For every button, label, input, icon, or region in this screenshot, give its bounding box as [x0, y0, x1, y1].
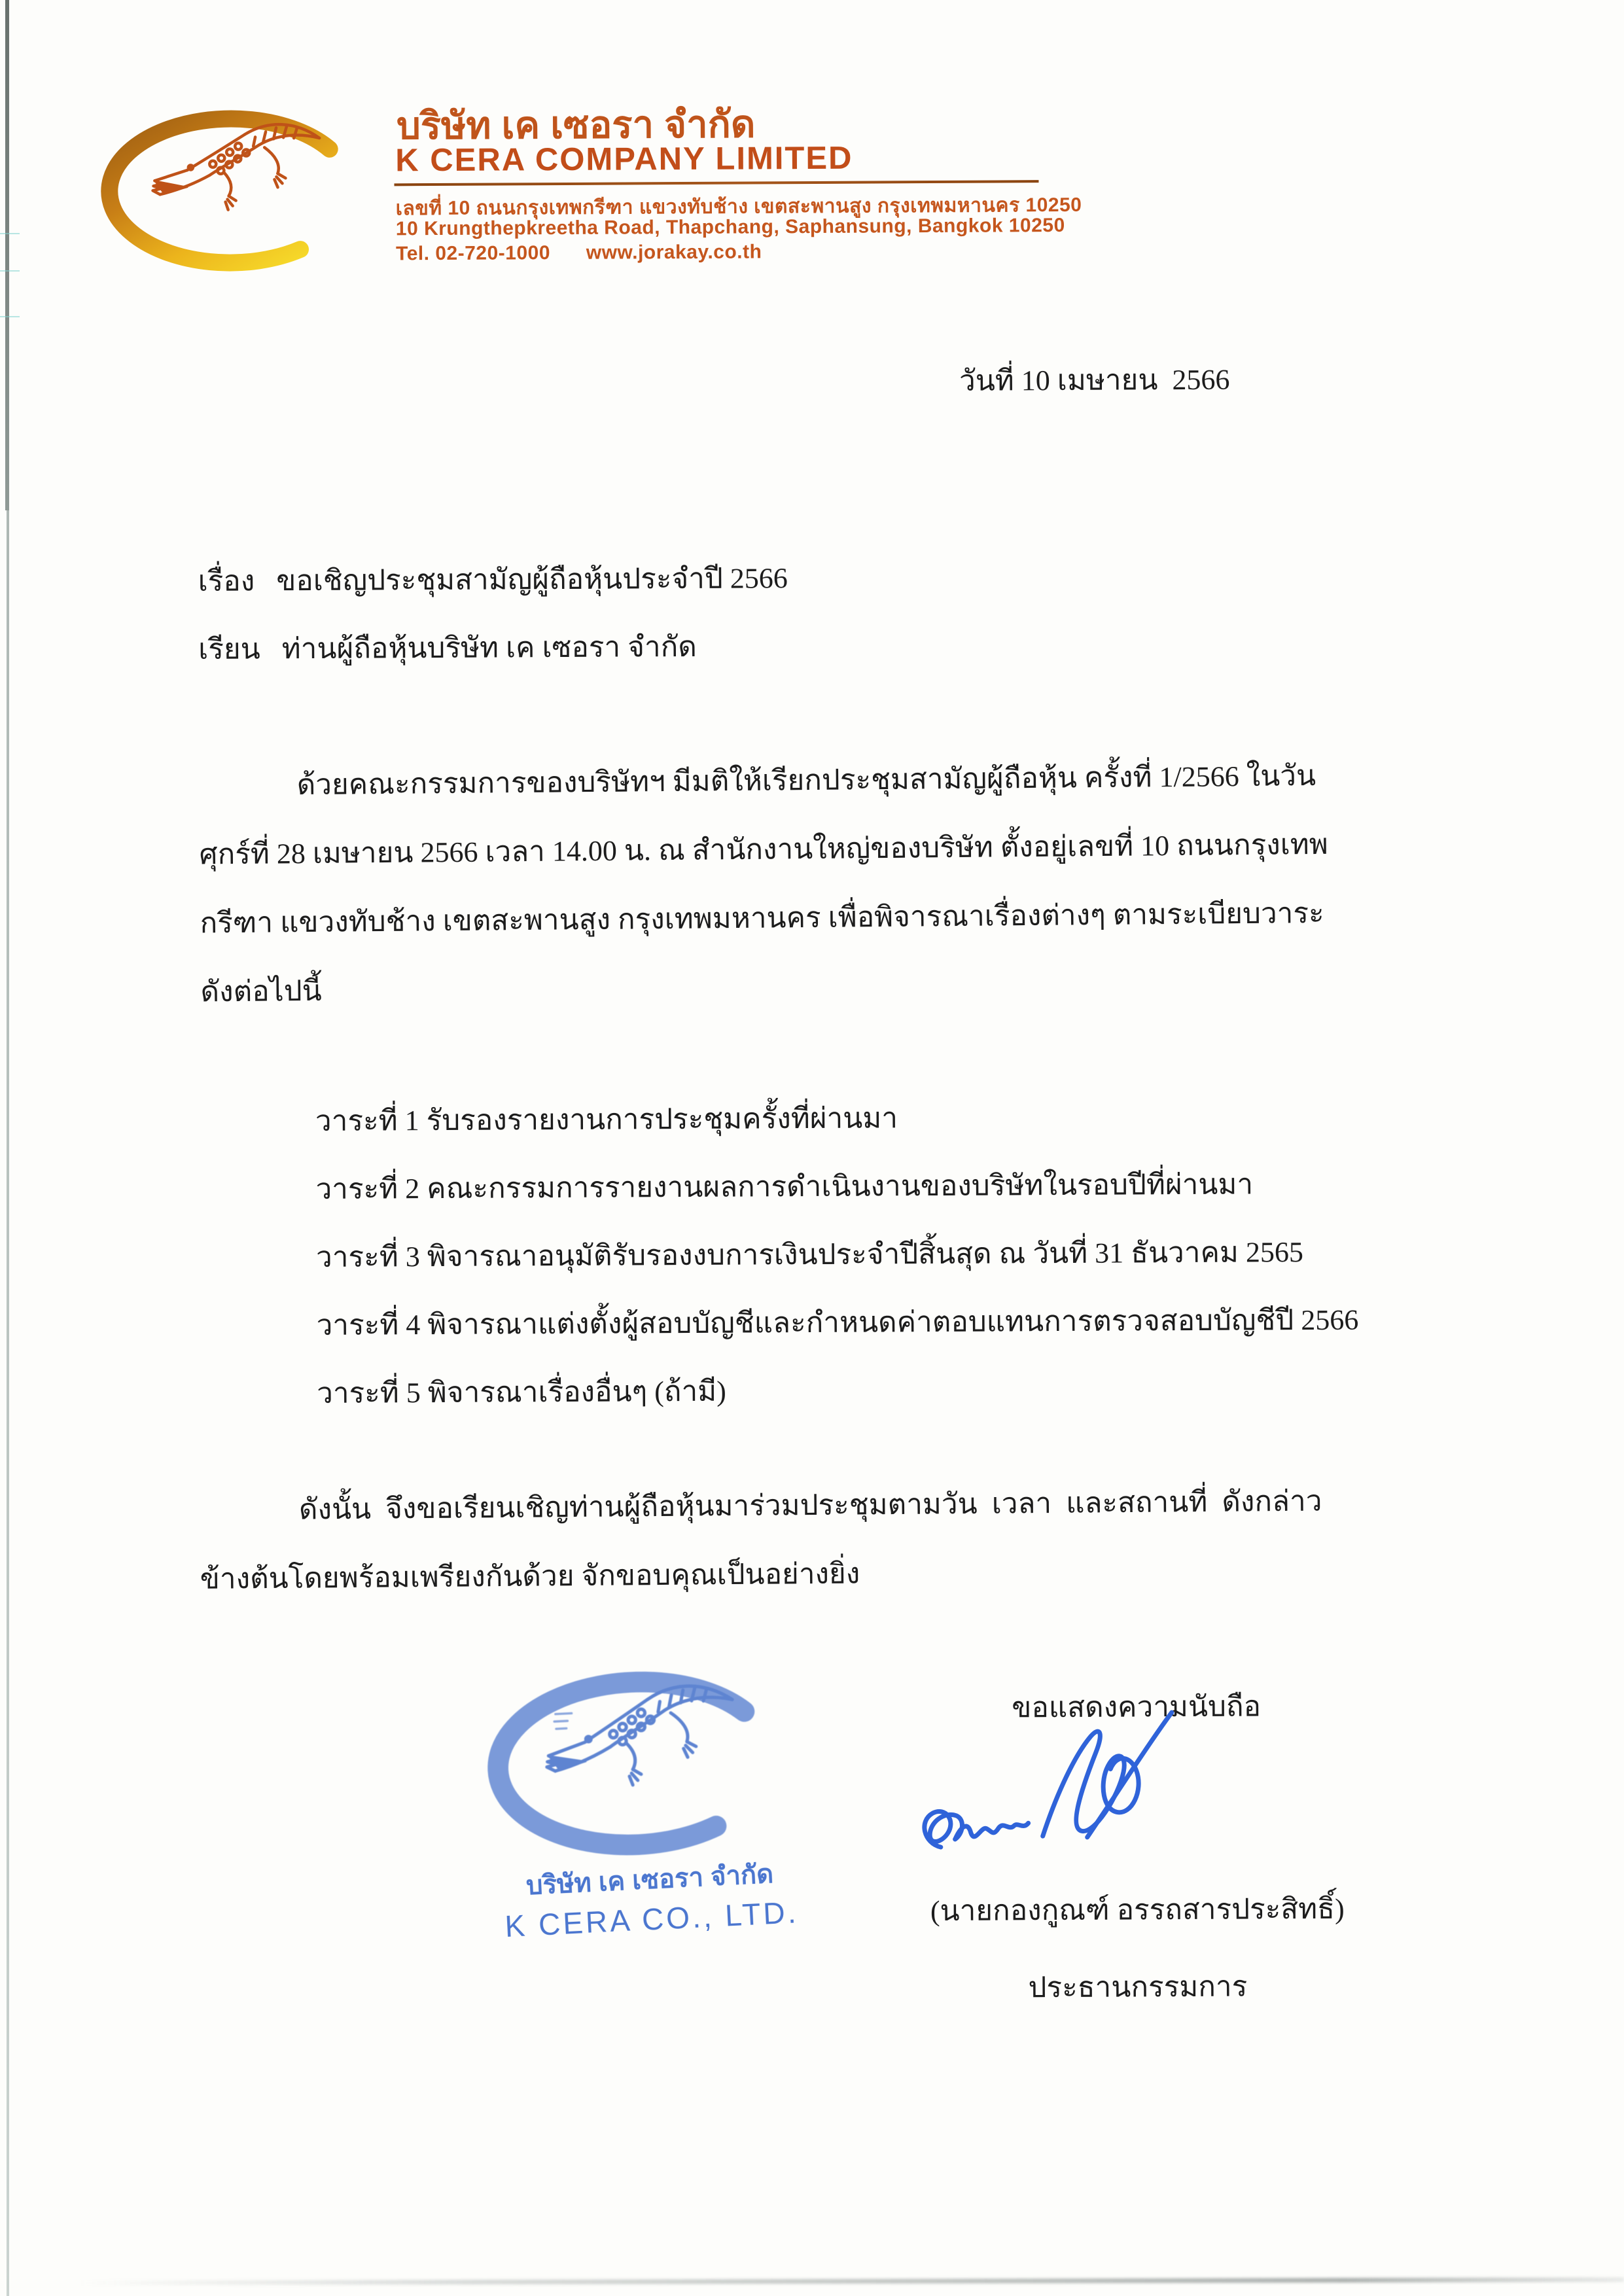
subject-text: ขอเชิญประชุมสามัญผู้ถือหุ้นประจำปี 2566 [276, 562, 788, 597]
letter-date: วันที่ 10 เมษายน 2566 [959, 363, 1230, 397]
crocodile-logo-icon [99, 109, 375, 272]
stamp-company-th: บริษัท เค เซอรา จำกัด [525, 1859, 775, 1901]
signer-name: (นายกองกูณฑ์ อรรถสารประสิทธิ์) [930, 1892, 1345, 1928]
company-address-en: 10 Krungthepkreetha Road, Thapchang, Saphansung, Bangkok 10250 [395, 214, 1065, 240]
agenda-item: วาระที่ 2 คณะกรรมการรายงานผลการดำเนินงานของบริษัทในรอบปีที่ผ่านมา [315, 1168, 1254, 1205]
company-website: www.jorakay.co.th [586, 241, 762, 264]
company-phone: Tel. 02-720-1000 [395, 242, 551, 265]
company-address-th: เลขที่ 10 ถนนกรุงเทพกรีฑา แขวงทับช้าง เขตสะพานสูง กรุงเทพมหานคร 10250 [395, 194, 1082, 220]
agenda-item: วาระที่ 5 พิจารณาเรื่องอื่นๆ (ถ้ามี) [317, 1375, 726, 1409]
stamp-company-en: K CERA CO., LTD. [504, 1895, 800, 1944]
agenda-item: วาระที่ 3 พิจารณาอนุมัติรับรองงบการเงินประจำปีสิ้นสุด ณ วันที่ 31 ธันวาคม 2565 [315, 1236, 1304, 1273]
salutation-text: ท่านผู้ถือหุ้นบริษัท เค เซอรา จำกัด [281, 630, 697, 665]
company-logo [99, 109, 375, 275]
company-stamp [457, 1663, 836, 1946]
handwritten-signature [906, 1707, 1214, 1880]
subject-label: เรื่อง [198, 565, 255, 597]
body-line: ด้วยคณะกรรมการของบริษัทฯ มีมติให้เรียกประชุมสามัญผู้ถือหุ้น ครั้งที่ 1/2566 ในวัน [296, 760, 1316, 802]
company-contact-line [396, 241, 762, 265]
salutation-label: เรียน [198, 633, 260, 665]
company-name-th: บริษัท เค เซอรา จำกัด [396, 103, 756, 148]
closing-line: ข้างต้นโดยพร้อมเพรียงกันด้วย จักขอบคุณเป็นอย่างยิ่ง [200, 1557, 860, 1595]
agenda-item: วาระที่ 4 พิจารณาแต่งตั้งผู้สอบบัญชีและกำหนดค่าตอบแทนการตรวจสอบบัญชีปี 2566 [316, 1303, 1359, 1341]
salutation-line [198, 624, 697, 672]
body-line: ศุกร์ที่ 28 เมษายน 2566 เวลา 14.00 น. ณ สำนักงานใหญ่ของบริษัท ตั้งอยู่เลขที่ 10 ถนนกรุงเทพ [199, 828, 1328, 871]
closing-paragraph [199, 1466, 1443, 1614]
closing-phrase: ขอแสดงความนับถือ [1012, 1690, 1262, 1724]
agenda-list [315, 1082, 1359, 1428]
body-line: ดังต่อไปนี้ [200, 974, 322, 1008]
crocodile-stamp-icon [482, 1664, 803, 1862]
company-name-en: K CERA COMPANY LIMITED [395, 140, 853, 179]
body-line: กรีฑา แขวงทับช้าง เขตสะพานสูง กรุงเทพมหานคร เพื่อพิจารณาเรื่องต่างๆ ตามระเบียบวาระ [200, 896, 1324, 940]
body-paragraph [198, 740, 1438, 1026]
header-divider [394, 180, 1038, 186]
subject-line [198, 555, 788, 604]
agenda-item: วาระที่ 1 รับรองรายงานการประชุมครั้งที่ผ่านมา [315, 1102, 898, 1137]
closing-line: ดังนั้น จึงขอเรียนเชิญท่านผู้ถือหุ้นมาร่วมประชุมตามวัน เวลา และสถานที่ ดังกล่าว [298, 1485, 1322, 1526]
signer-title: ประธานกรรมการ [1028, 1970, 1248, 2004]
